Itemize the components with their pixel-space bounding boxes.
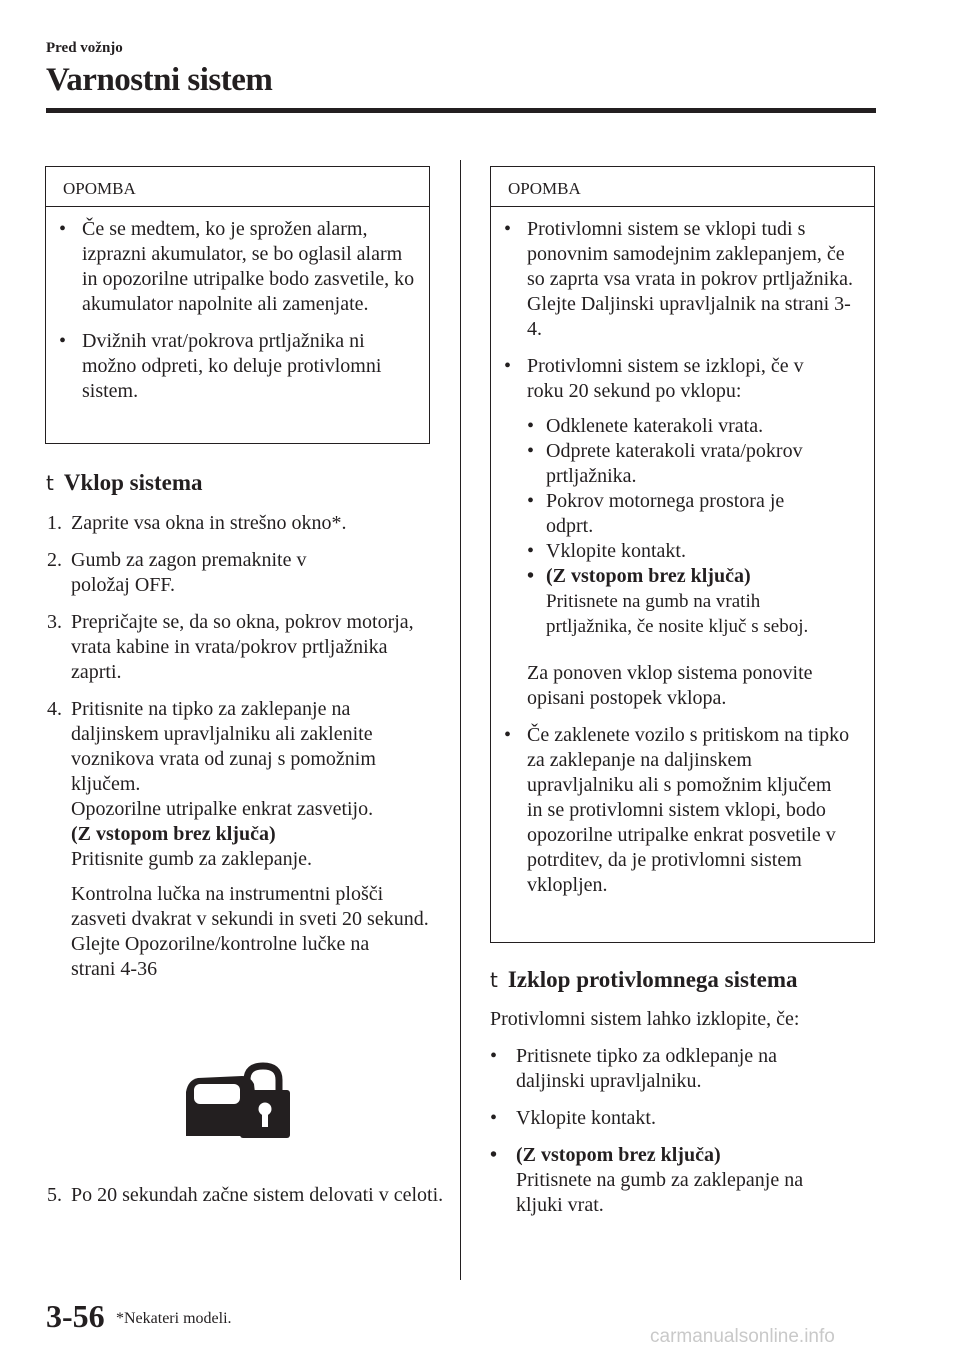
step-item: 3. Prepričajte se, da so okna, pokrov motorja, vrata kabine in vrata/pokrov prtljažnika zaprti. [47,611,414,683]
sub-item: • Odklenete katerakoli vrata. [527,415,764,437]
bullet-icon: • [527,415,535,437]
sub-item: • Odprete katerakoli vrata/pokrov prtljažnika. [527,440,803,487]
list-item: • (Z vstopom brez ključa) Pritisnete na gumb za zaklepanje na kljuki vrat. [490,1143,875,1218]
bullet-icon: • [59,330,67,352]
bullet-icon: • [490,1144,498,1166]
bullet-icon: • [490,1107,498,1129]
bullet-icon: • [59,218,67,240]
note-box-right [490,166,875,943]
izklop-list [490,1007,875,1218]
bullet-icon: • [504,355,512,377]
section-heading-vklop: t Vklop sistema [46,470,203,495]
keyless-label: (Z vstopom brez ključa) [71,823,276,845]
bullet-icon: • [527,565,535,587]
sub-item: • Vklopite kontakt. [527,540,686,562]
bullet-icon: • [504,218,512,240]
header-rule [46,108,876,113]
note-box-left [45,166,430,444]
section-marker: t [490,968,498,992]
keyless-label: (Z vstopom brez ključa) [546,565,751,587]
bullet-icon: • [527,540,535,562]
bullet-icon: • [504,724,512,746]
section-marker: t [46,471,54,495]
sub-item: • Pokrov motornega prostora je odprt. [527,490,785,537]
step-item: 1. Zaprite vsa okna in strešno okno*. [47,512,347,534]
list-item: • Pritisnete tipko za odklepanje na daljinski upravljalniku. [490,1045,778,1092]
repeat-instruction: Za ponoven vklop sistema ponovite opisani postopek vklopa. [527,662,813,709]
note-item: • Če se medtem, ko je sprožen alarm, izprazni akumulator, se bo oglasil alarm in opozorilne utripalke bodo zasvetile, ko akumulator napolnite ali zamenjate. [59,218,415,315]
keyless-label: (Z vstopom brez ključa) [516,1144,721,1166]
car-lock-icon [184,1062,292,1140]
note-item: • Protivlomni sistem se vklopi tudi s ponovnim samodejnim zaklepanjem, če so zaprta vsa vrata in pokrov prtljažnika. Glejte Daljinski upravljalnik na strani 3-4. [504,217,862,342]
izklop-intro: Protivlomni sistem lahko izklopite, če: [490,1008,800,1030]
note-heading: OPOMBA [46,167,429,207]
page-number: 3-56 [46,1298,105,1334]
section-heading-izklop: t Izklop protivlomnega sistema [490,967,798,992]
note-item: • Dvižnih vrat/pokrova prtljažnika ni možno odpreti, ko deluje protivlomni sistem. [59,330,382,402]
step-item: 5. Po 20 sekundah začne sistem delovati v celoti. [47,1184,444,1206]
steps-list [47,511,437,982]
cross-reference: Glejte Opozorilne/kontrolne lučke na strani 4-36 [71,933,370,980]
sub-item: • (Z vstopom brez ključa) Pritisnete na gumb na vratih prtljažnika, če nosite ključ s seboj. [527,564,862,639]
bullet-icon: • [527,440,535,462]
cross-reference: Glejte Daljinski upravljalnik na strani 3-4. [527,293,851,340]
page-title: Varnostni sistem [46,62,273,98]
step-item: 2. Gumb za zagon premaknite v položaj OFF. [47,549,307,596]
bullet-icon: • [527,490,535,512]
footnote: *Nekateri modeli. [116,1310,232,1327]
list-item: • Vklopite kontakt. [490,1107,656,1129]
column-divider [460,160,461,1280]
indicator-description: Kontrolna lučka na instrumentni plošči zasveti dvakrat v sekundi in sveti 20 sekund. [71,883,429,930]
step-item: 4. Pritisnite na tipko za zaklepanje na daljinskem upravljalniku ali zaklenite voznikova vrata od zunaj s pomožnim ključem. Opozorilne utripalke enkrat zasvetijo. (Z vstopom brez ključa) Pritisnite gumb za zaklepanje. Kontrolna lučka na instrumentni plošči zasveti dvakrat v sekundi in sveti 20 sekund. Glejte Opozorilne/kontrolne lučke na strani 4-36 [47,697,437,982]
bullet-icon: • [490,1045,498,1067]
note-item: • Protivlomni sistem se izklopi, če v roku 20 sekund po vklopu: • Odklenete katerakoli vrata. • Odprete katerakoli vrata/pokrov prtljažnika. • Pokrov motornega prostora je odprt. • Vklopite kontakt. • (Z vstopom brez ključa) Pritisnete na gumb na vratih prtljažnika, če nosite ključ s seboj. Za ponoven vklop sistema ponovite opisani postopek vklopa. [504,354,862,711]
section-label: Pred vožnjo [46,40,123,56]
note-heading: OPOMBA [491,167,874,207]
note-item: • Če zaklenete vozilo s pritiskom na tipko za zaklepanje na daljinskem upravljalniku ali s pomožnim ključem in se protivlomni sistem vklopi, bodo opozorilne utripalke enkrat posvetile v potrditev, da je protivlomni sistem vklopljen. [504,724,850,896]
step-note: Opozorilne utripalke enkrat zasvetijo. [71,798,374,820]
watermark: carmanualsonline.info [650,1326,835,1347]
